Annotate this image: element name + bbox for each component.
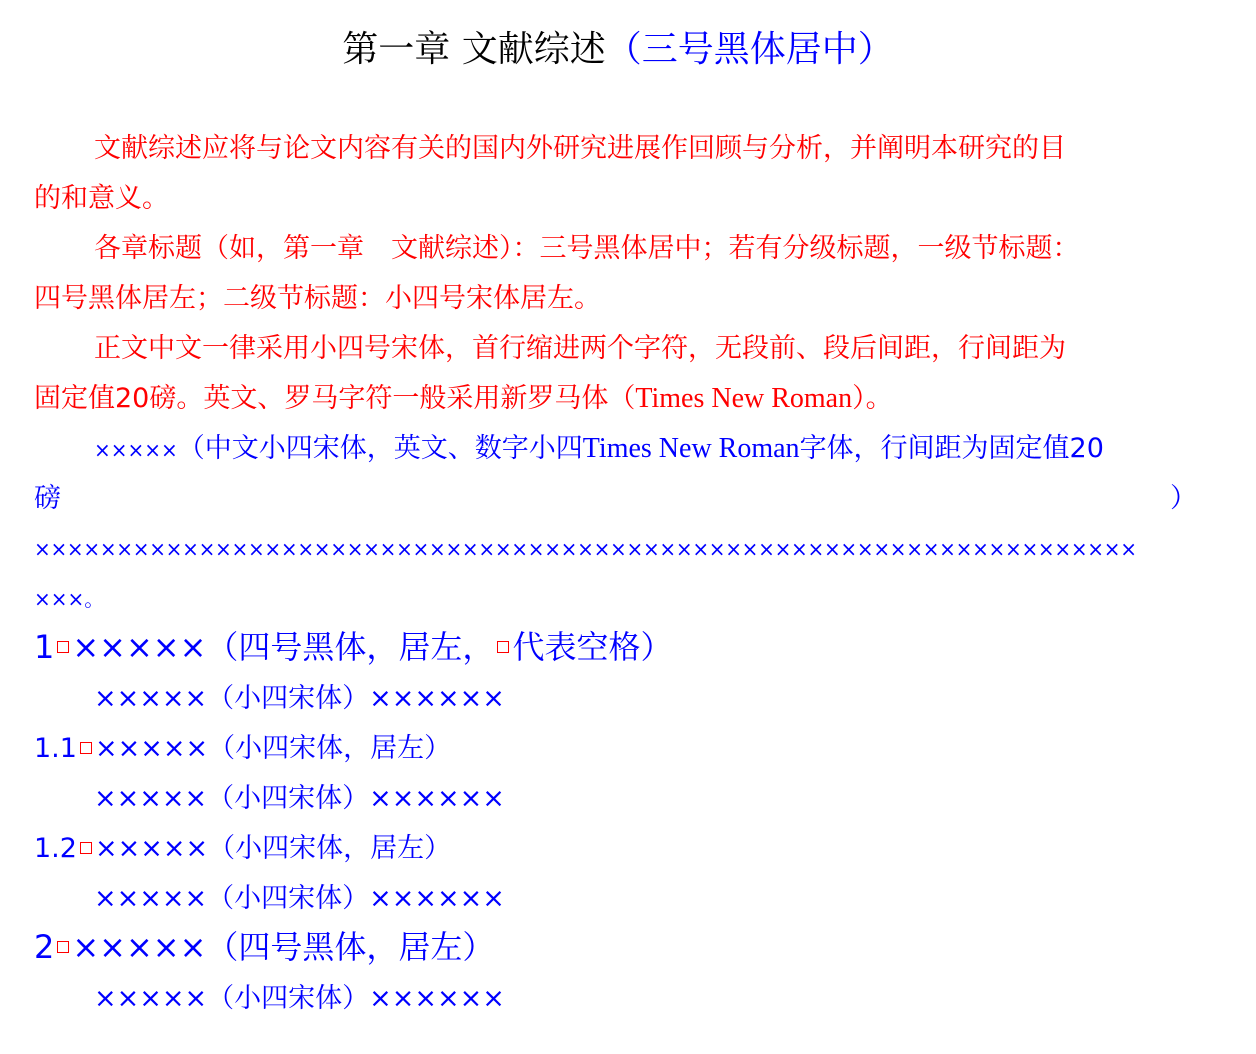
section-heading-2 [34, 922, 494, 972]
sample-line-4: ×××。 [34, 587, 105, 611]
section-heading-text: ×××××（小四宋体，居左） [94, 733, 452, 764]
space-marker-icon [80, 742, 92, 754]
space-marker-icon [497, 641, 509, 653]
section-body-1-1: ×××××（小四宋体）×××××× [94, 783, 505, 814]
section-number: 2 [34, 928, 55, 966]
space-marker-icon [80, 842, 92, 854]
body-rule-line-2-suffix: ）。 [852, 383, 893, 414]
sample-line-1-b: 字体，行间距为固定值20 [799, 433, 1104, 464]
section-heading-text: ×××××（小四宋体，居左） [94, 833, 452, 864]
chapter-title [34, 22, 1202, 78]
chapter-title-note: （三号黑体居中） [605, 29, 894, 70]
section-number: 1.2 [34, 833, 77, 864]
section-body-1-2: ×××××（小四宋体）×××××× [94, 883, 505, 914]
sample-line-3: ××××××××××××××××××××××××××××××××××××××××××××××××××××××××××××××××××× [34, 537, 1137, 561]
section-number: 1.1 [34, 733, 77, 764]
section-heading-text: ×××××（四号黑体，居左， [72, 628, 495, 666]
body-rule-line-2 [34, 374, 893, 424]
section-body-1: ×××××（小四宋体）×××××× [94, 683, 505, 714]
sample-line-2-right: ） [1170, 483, 1197, 514]
heading-rule-line-2: 四号黑体居左；二级节标题：小四号宋体居左。 [34, 283, 601, 314]
section-heading-text-end: 代表空格） [512, 628, 673, 666]
heading-rule-line-1: 各章标题（如，第一章 文献综述）：三号黑体居中；若有分级标题，一级节标题： [94, 233, 1080, 264]
sample-line-1-a: （中文小四宋体，英文、数字小四 [177, 433, 583, 464]
sample-line-1-xs: ××××× [94, 438, 178, 462]
section-heading-text: ×××××（四号黑体，居左） [72, 928, 495, 966]
intro-line-1: 文献综述应将与论文内容有关的国内外研究进展作回顾与分析，并阐明本研究的目 [94, 133, 1066, 164]
space-marker-icon [57, 641, 69, 653]
intro-line-2: 的和意义。 [34, 183, 169, 214]
sample-line-2-left: 磅 [34, 483, 61, 514]
section-body-2: ×××××（小四宋体）×××××× [94, 983, 505, 1014]
section-number: 1 [34, 628, 55, 666]
chapter-title-main: 第一章 文献综述 [342, 29, 606, 70]
space-marker-icon [57, 941, 69, 953]
sample-line-1-font: Times New Roman [582, 433, 800, 464]
section-heading-1 [34, 622, 672, 672]
section-heading-1-2 [34, 824, 451, 874]
section-heading-1-1 [34, 724, 451, 774]
body-rule-line-1: 正文中文一律采用小四号宋体，首行缩进两个字符，无段前、段后间距，行间距为 [94, 333, 1066, 364]
sample-line-1 [94, 424, 1104, 475]
body-rule-font-name: Times New Roman [635, 383, 853, 414]
body-rule-line-2-prefix: 固定值20磅。英文、罗马字符一般采用新罗马体（ [34, 383, 636, 414]
